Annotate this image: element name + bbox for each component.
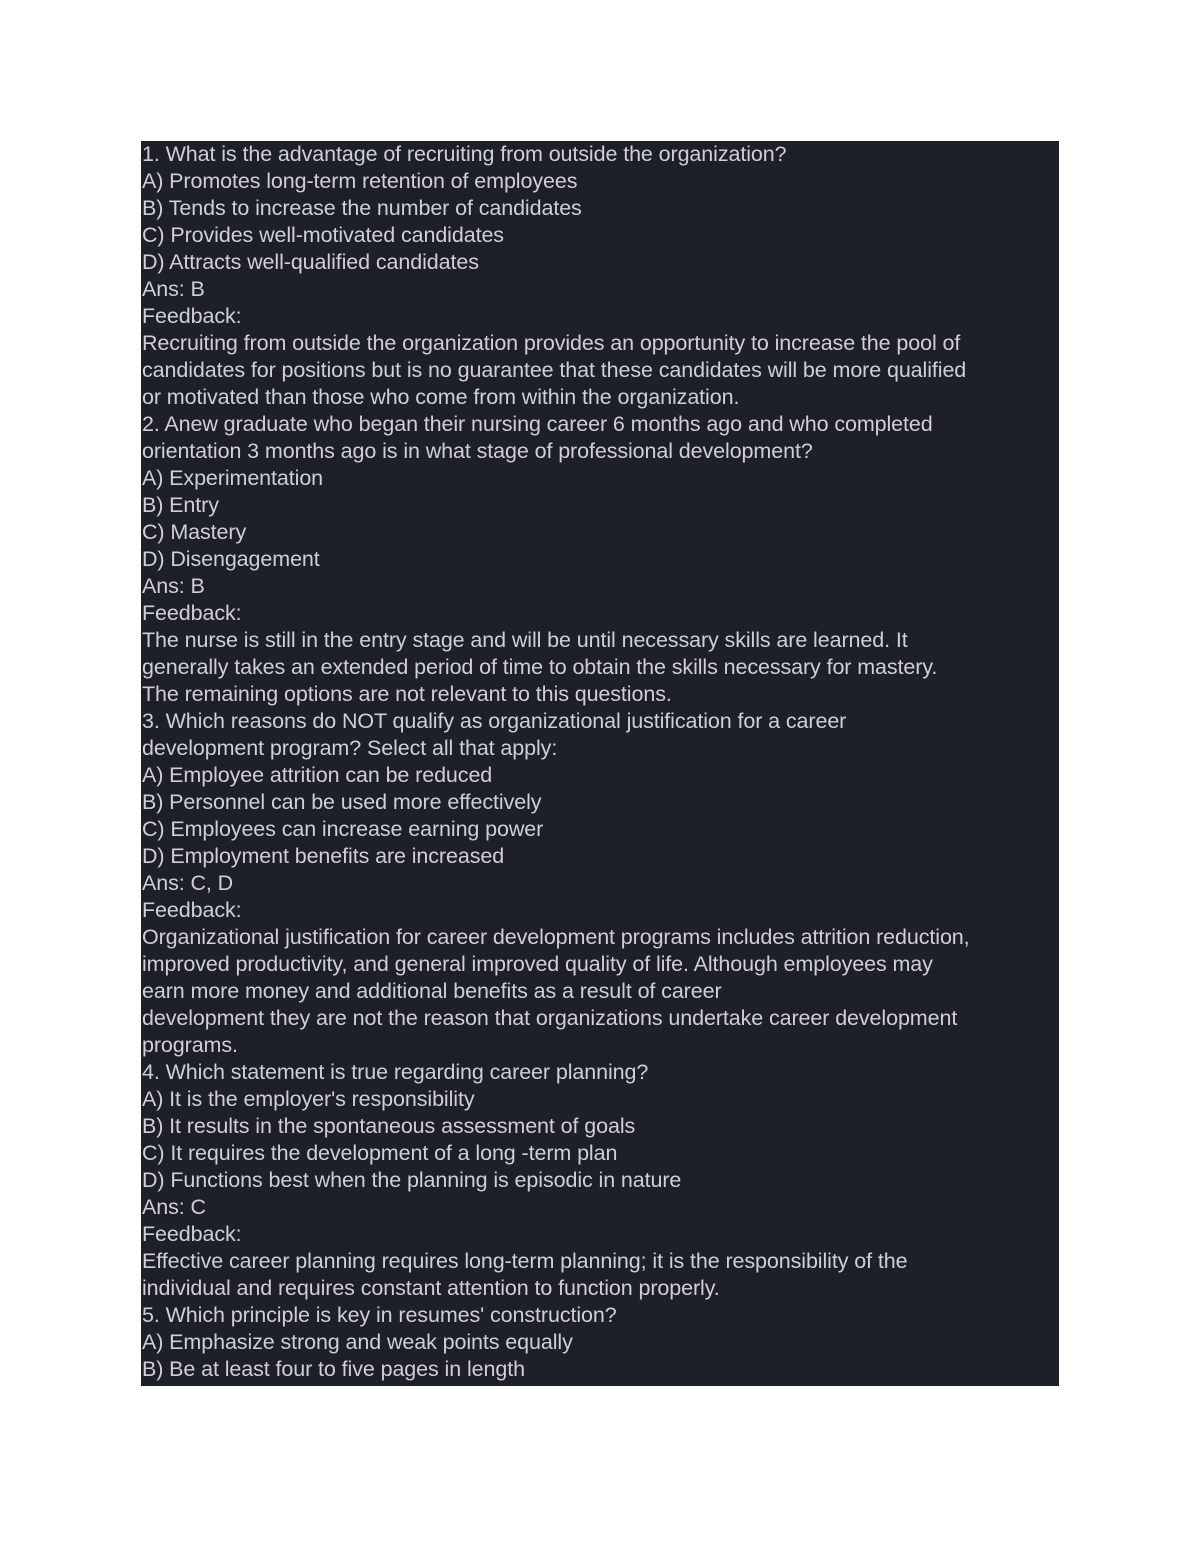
q4-answer: Ans: C bbox=[142, 1195, 206, 1219]
q3-question: 3. Which reasons do NOT qualify as organizational justification for a career bbox=[142, 709, 847, 733]
q3-feedback-line: improved productivity, and general improved quality of life. Although employees may bbox=[142, 952, 933, 976]
q1-question: 1. What is the advantage of recruiting from outside the organization? bbox=[142, 142, 787, 166]
q3-feedback-line: earn more money and additional benefits as a result of career bbox=[142, 979, 722, 1003]
q3-option-a: A) Employee attrition can be reduced bbox=[142, 763, 493, 787]
q1-answer: Ans: B bbox=[142, 277, 205, 301]
q1-feedback-line: Recruiting from outside the organization provides an opportunity to increase the pool of bbox=[142, 331, 961, 355]
q3-question: development program? Select all that apply: bbox=[142, 736, 558, 760]
q1-option-a: A) Promotes long-term retention of employees bbox=[142, 169, 578, 193]
q3-feedback-line: development they are not the reason that organizations undertake career development bbox=[142, 1006, 958, 1030]
q1-feedback-line: candidates for positions but is no guarantee that these candidates will be more qualified bbox=[142, 358, 967, 382]
q2-feedback-line: The nurse is still in the entry stage and will be until necessary skills are learned. It bbox=[142, 628, 908, 652]
document-text-block bbox=[141, 141, 1059, 1386]
q3-answer: Ans: C, D bbox=[142, 871, 234, 895]
q1-feedback-line: or motivated than those who come from within the organization. bbox=[142, 385, 740, 409]
document-lines bbox=[141, 141, 1059, 1383]
q5-option-a: A) Emphasize strong and weak points equally bbox=[142, 1330, 573, 1354]
q4-feedback-label: Feedback: bbox=[142, 1222, 242, 1246]
q3-feedback-line: programs. bbox=[142, 1033, 238, 1057]
q2-question: orientation 3 months ago is in what stage of professional development? bbox=[142, 439, 813, 463]
q4-feedback-line: Effective career planning requires long-term planning; it is the responsibility of the bbox=[142, 1249, 908, 1273]
q5-option-b: B) Be at least four to five pages in length bbox=[142, 1357, 525, 1381]
q4-option-a: A) It is the employer's responsibility bbox=[142, 1087, 475, 1111]
q3-feedback-line: Organizational justification for career development programs includes attrition reduction, bbox=[142, 925, 970, 949]
q4-option-c: C) It requires the development of a long -term plan bbox=[142, 1141, 618, 1165]
q1-feedback-label: Feedback: bbox=[142, 304, 242, 328]
q3-feedback-label: Feedback: bbox=[142, 898, 242, 922]
q4-question: 4. Which statement is true regarding career planning? bbox=[142, 1060, 649, 1084]
q2-option-d: D) Disengagement bbox=[142, 547, 320, 571]
q4-option-d: D) Functions best when the planning is episodic in nature bbox=[142, 1168, 682, 1192]
q4-option-b: B) It results in the spontaneous assessment of goals bbox=[142, 1114, 636, 1138]
q2-feedback-line: generally takes an extended period of time to obtain the skills necessary for mastery. bbox=[142, 655, 938, 679]
q3-option-d: D) Employment benefits are increased bbox=[142, 844, 505, 868]
q2-feedback-label: Feedback: bbox=[142, 601, 242, 625]
q3-option-b: B) Personnel can be used more effectively bbox=[142, 790, 542, 814]
q2-option-a: A) Experimentation bbox=[142, 466, 324, 490]
q3-option-c: C) Employees can increase earning power bbox=[142, 817, 544, 841]
q5-question: 5. Which principle is key in resumes' construction? bbox=[142, 1303, 617, 1327]
q2-option-c: C) Mastery bbox=[142, 520, 247, 544]
q1-option-c: C) Provides well-motivated candidates bbox=[142, 223, 504, 247]
q2-answer: Ans: B bbox=[142, 574, 205, 598]
q2-feedback-line: The remaining options are not relevant to this questions. bbox=[142, 682, 672, 706]
q4-feedback-line: individual and requires constant attention to function properly. bbox=[142, 1276, 720, 1300]
q1-option-d: D) Attracts well-qualified candidates bbox=[142, 250, 479, 274]
q1-option-b: B) Tends to increase the number of candidates bbox=[142, 196, 582, 220]
q2-option-b: B) Entry bbox=[142, 493, 219, 517]
q2-question: 2. Anew graduate who began their nursing career 6 months ago and who completed bbox=[142, 412, 933, 436]
